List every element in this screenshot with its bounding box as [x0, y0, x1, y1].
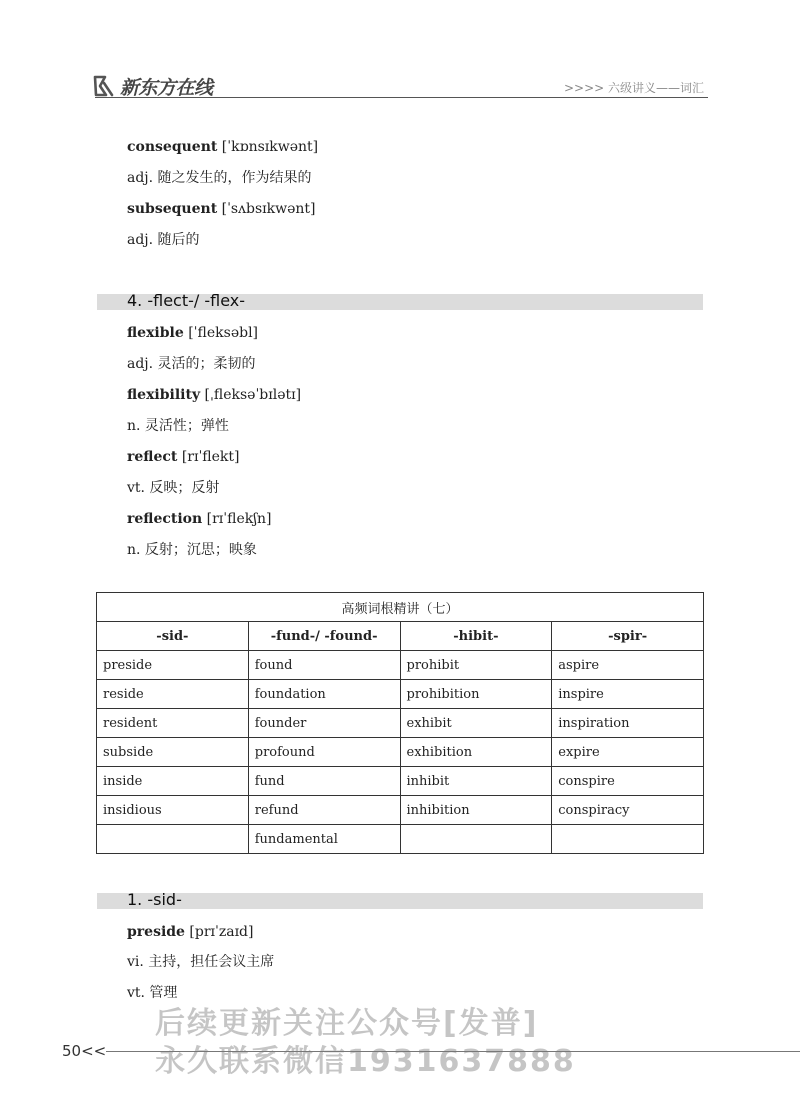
table-cell: conspiracy: [552, 796, 704, 825]
footer-divider: [106, 1051, 800, 1052]
vocab-entry-preside: [127, 923, 254, 941]
entry-word: consequent: [127, 139, 218, 155]
table-header-row: [97, 622, 704, 651]
entry-word: preside: [127, 924, 185, 940]
table-cell: inspiration: [552, 709, 704, 738]
table-cell: conspire: [552, 767, 704, 796]
entry-word: reflection: [127, 511, 203, 527]
table-cell: inhibit: [400, 767, 552, 796]
table-row: [97, 767, 704, 796]
entry-definition: vi. 主持，担任会议主席: [127, 954, 275, 970]
entry-phonetic: [ˌfleksəˈbɪlətɪ]: [200, 387, 302, 403]
table-row: [97, 709, 704, 738]
table-row: [97, 651, 704, 680]
entry-phonetic: [ˈsʌbsɪkwənt]: [217, 201, 316, 217]
word-root-table: [96, 592, 704, 854]
vocab-entry-reflection: [127, 510, 272, 528]
table-row: [97, 796, 704, 825]
table-cell: subside: [97, 738, 249, 767]
page-number: 50<<: [62, 1042, 107, 1060]
table-row: [97, 825, 704, 854]
table-caption: 高频词根精讲（七）: [97, 593, 704, 622]
header-section-label: >>>> 六级讲义——词汇: [563, 81, 704, 95]
vocab-entry-flexibility: [127, 386, 301, 404]
table-cell: [552, 825, 704, 854]
table-cell: prohibit: [400, 651, 552, 680]
entry-phonetic: [prɪˈzaɪd]: [184, 924, 254, 940]
column-header: -hibit-: [400, 622, 552, 651]
entry-definition: n. 反射；沉思；映象: [127, 542, 257, 558]
table-cell: preside: [97, 651, 249, 680]
entry-definition: adj. 随之发生的，作为结果的: [127, 170, 312, 186]
table-cell: founder: [248, 709, 400, 738]
watermark-line: 后续更新关注公众号[发普]: [155, 1006, 539, 1041]
table-cell: expire: [552, 738, 704, 767]
brand-logo: [92, 72, 213, 100]
header-divider: [95, 97, 708, 98]
table-cell: fund: [248, 767, 400, 796]
table-cell: prohibition: [400, 680, 552, 709]
entry-word: reflect: [127, 449, 178, 465]
entry-definition: vt. 反映；反射: [127, 480, 220, 496]
table-cell: reside: [97, 680, 249, 709]
entry-word: flexibility: [127, 387, 201, 403]
entry-definition: vt. 管理: [127, 985, 178, 1001]
table-cell: [400, 825, 552, 854]
table-cell: [97, 825, 249, 854]
entry-phonetic: [rɪˈflekt]: [177, 449, 240, 465]
logo-text: 新东方在线: [120, 76, 213, 99]
entry-word: subsequent: [127, 201, 218, 217]
table-cell: exhibit: [400, 709, 552, 738]
section-heading-bar: [97, 291, 703, 310]
entry-definition: adj. 随后的: [127, 232, 200, 248]
entry-phonetic: [rɪˈflekʃn]: [202, 511, 272, 527]
table-caption-row: [97, 593, 704, 622]
section-heading: 1. -sid-: [127, 890, 182, 909]
table-cell: inside: [97, 767, 249, 796]
watermark-line: 永久联系微信1931637888: [155, 1044, 576, 1079]
table-cell: aspire: [552, 651, 704, 680]
entry-word: flexible: [127, 325, 184, 341]
table-cell: resident: [97, 709, 249, 738]
table-row: [97, 738, 704, 767]
vocab-entry-consequent: [127, 138, 318, 156]
table-cell: exhibition: [400, 738, 552, 767]
entry-phonetic: [ˈfleksəbl]: [183, 325, 259, 341]
table-cell: found: [248, 651, 400, 680]
entry-definition: adj. 灵活的；柔韧的: [127, 356, 256, 372]
vocab-entry-subsequent: [127, 200, 316, 218]
table-row: [97, 680, 704, 709]
column-header: -sid-: [97, 622, 249, 651]
entry-definition: n. 灵活性；弹性: [127, 418, 229, 434]
table-cell: inhibition: [400, 796, 552, 825]
vocab-entry-flexible: [127, 324, 258, 342]
column-header: -fund-/ -found-: [248, 622, 400, 651]
table-cell: profound: [248, 738, 400, 767]
table-cell: refund: [248, 796, 400, 825]
vocab-entry-reflect: [127, 448, 240, 466]
section-heading: 4. -flect-/ -flex-: [127, 291, 246, 310]
table-cell: foundation: [248, 680, 400, 709]
section-heading-bar: [97, 890, 703, 909]
entry-phonetic: [ˈkɒnsɪkwənt]: [217, 139, 319, 155]
table-cell: inspire: [552, 680, 704, 709]
logo-mark-icon: [92, 73, 118, 99]
table-cell: fundamental: [248, 825, 400, 854]
table-cell: insidious: [97, 796, 249, 825]
column-header: -spir-: [552, 622, 704, 651]
